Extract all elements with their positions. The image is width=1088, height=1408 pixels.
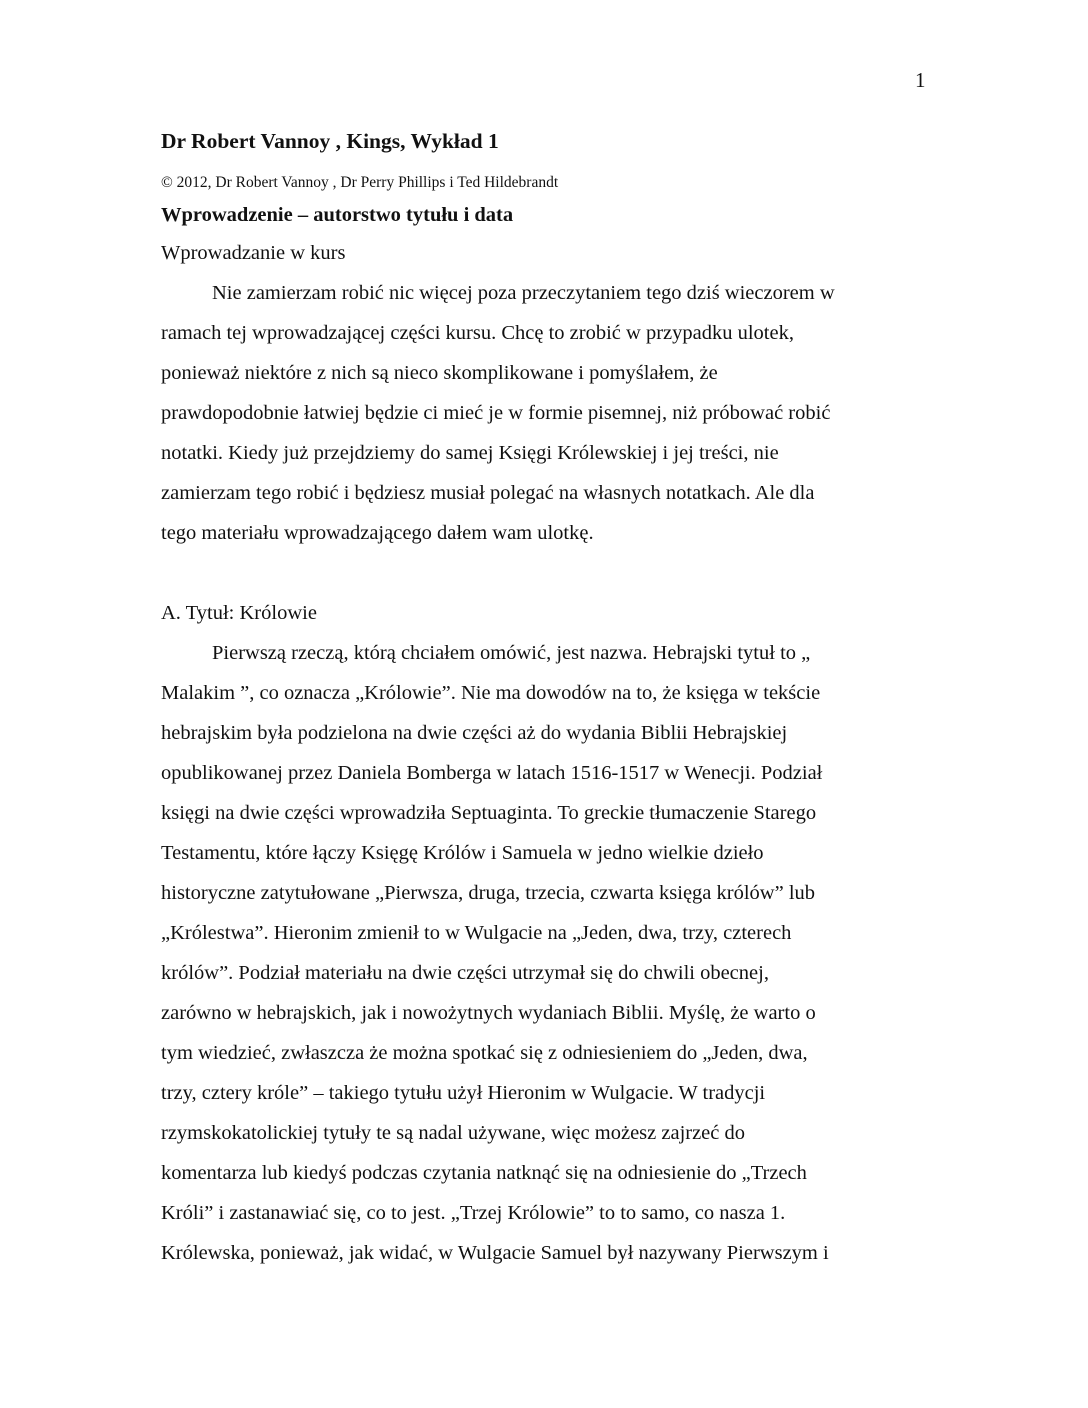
copyright-line: © 2012, Dr Robert Vannoy , Dr Perry Phillips i Ted Hildebrandt <box>161 174 559 191</box>
page-number: 1 <box>915 68 926 92</box>
text-line: rzymskokatolickiej tytuły te są nadal używane, więc możesz zajrzeć do <box>161 1122 746 1144</box>
text-line: księgi na dwie części wprowadziła Septuaginta. To greckie tłumaczenie Starego <box>161 802 817 824</box>
text-line: zarówno w hebrajskich, jak i nowożytnych wydaniach Biblii. Myślę, że warto o <box>161 1002 816 1024</box>
text-line: historyczne zatytułowane „Pierwsza, druga, trzecia, czwarta księga królów” lub <box>161 882 816 904</box>
document-subtitle: Wprowadzenie – autorstwo tytułu i data <box>161 204 514 226</box>
section-a-heading: A. Tytuł: Królowie <box>161 602 317 624</box>
text-line: Króli” i zastanawiać się, co to jest. „Trzej Królowie” to to samo, co nasza 1. <box>161 1202 786 1224</box>
text-line: trzy, cztery króle” – takiego tytułu użył Hieronim w Wulgacie. W tradycji <box>161 1082 766 1104</box>
text-line: tym wiedzieć, zwłaszcza że można spotkać się z odniesieniem do „Jeden, dwa, <box>161 1042 808 1064</box>
text-line: Testamentu, które łączy Księgę Królów i Samuela w jedno wielkie dzieło <box>161 842 764 864</box>
text-line: Nie zamierzam robić nic więcej poza przeczytaniem tego dziś wieczorem w <box>212 282 835 304</box>
text-line: ponieważ niektóre z nich są nieco skomplikowane i pomyślałem, że <box>161 362 718 384</box>
text-line: Królewska, ponieważ, jak widać, w Wulgacie Samuel był nazywany Pierwszym i <box>161 1242 829 1264</box>
text-line: opublikowanej przez Daniela Bomberga w latach 1516-1517 w Wenecji. Podział <box>161 762 823 784</box>
text-line: królów”. Podział materiału na dwie części utrzymał się do chwili obecnej, <box>161 962 769 984</box>
course-heading: Wprowadzanie w kurs <box>161 242 346 264</box>
text-line: Pierwszą rzeczą, którą chciałem omówić, jest nazwa. Hebrajski tytuł to „ <box>212 642 811 664</box>
text-line: notatki. Kiedy już przejdziemy do samej Księgi Królewskiej i jej treści, nie <box>161 442 779 464</box>
text-line: hebrajskim była podzielona na dwie części aż do wydania Biblii Hebrajskiej <box>161 722 788 744</box>
text-line: tego materiału wprowadzającego dałem wam ulotkę. <box>161 522 594 544</box>
text-line: „Królestwa”. Hieronim zmienił to w Wulgacie na „Jeden, dwa, trzy, czterech <box>161 922 792 944</box>
text-line: ramach tej wprowadzającej części kursu. Chcę to zrobić w przypadku ulotek, <box>161 322 794 344</box>
text-line: Malakim ”, co oznacza „Królowie”. Nie ma dowodów na to, że księga w tekście <box>161 682 821 704</box>
text-line: prawdopodobnie łatwiej będzie ci mieć je w formie pisemnej, niż próbować robić <box>161 402 831 424</box>
text-line: komentarza lub kiedyś podczas czytania natknąć się na odniesienie do „Trzech <box>161 1162 807 1184</box>
document-title: Dr Robert Vannoy , Kings, Wykład 1 <box>161 129 499 153</box>
text-line: zamierzam tego robić i będziesz musiał polegać na własnych notatkach. Ale dla <box>161 482 815 504</box>
